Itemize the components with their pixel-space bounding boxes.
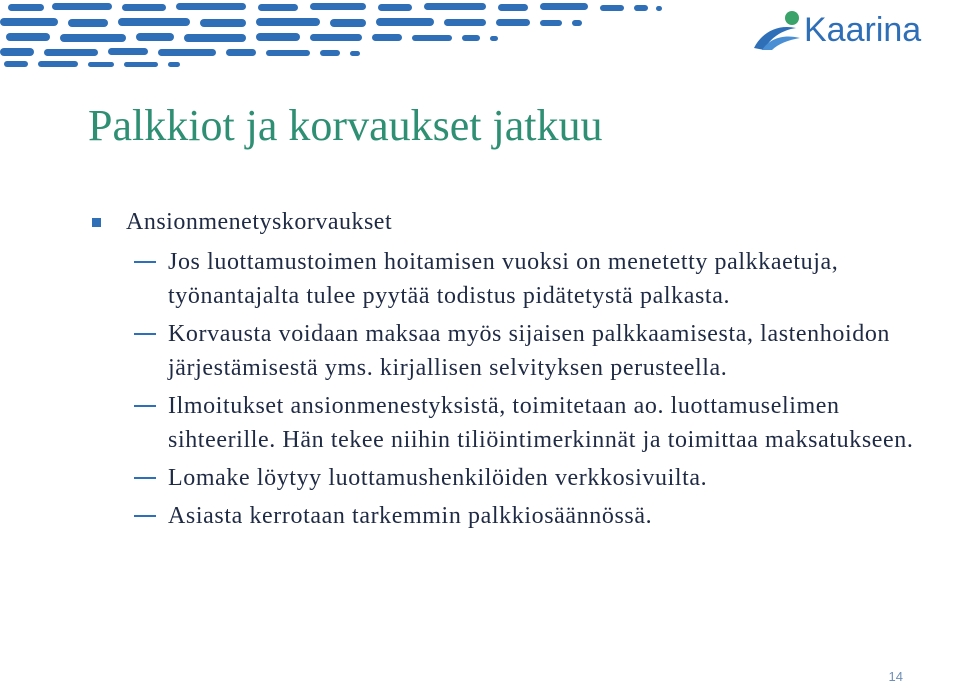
square-bullet-icon [92,218,101,227]
bullet-text: Ansionmenetyskorvaukset [126,209,393,235]
logo-text: Kaarina [804,11,922,49]
dash-icon [134,333,156,335]
dash-icon [134,405,156,407]
page-number: 14 [888,669,903,684]
sub-item [90,389,930,457]
sub-item [90,245,930,313]
kaarina-logo [752,8,952,52]
sub-item [90,499,930,533]
page-title: Palkkiot ja korvaukset jatkuu [88,101,603,150]
sub-item-text: Korvausta voidaan maksaa myös sijaisen palkkaamisesta, lastenhoidon järjestämisestä yms. kirjallisen selvityksen perusteella. [168,321,891,381]
slide-content [90,205,930,537]
sub-item [90,461,930,495]
sub-item-text: Ilmoitukset ansionmenestyksistä, toimitetaan ao. luottamuselimen sihteerille. Hän tekee niihin tiliöintimerkinnät ja toimittaa maksatukseen. [168,393,914,453]
sub-item-text: Jos luottamustoimen hoitamisen vuoksi on menetetty palkkaetuja, työnantajalta tulee pyytää todistus pidätetystä palkasta. [168,249,839,309]
sub-item-text: Asiasta kerrotaan tarkemmin palkkiosäännössä. [168,503,653,529]
wave-decoration-icon [0,0,740,70]
sub-list [90,245,930,533]
kaarina-logo-icon [752,8,804,52]
dash-icon [134,515,156,517]
sub-item [90,317,930,385]
dash-icon [134,477,156,479]
dash-icon [134,261,156,263]
sub-item-text: Lomake löytyy luottamushenkilöiden verkkosivuilta. [168,465,708,491]
bullet-item [90,205,930,239]
